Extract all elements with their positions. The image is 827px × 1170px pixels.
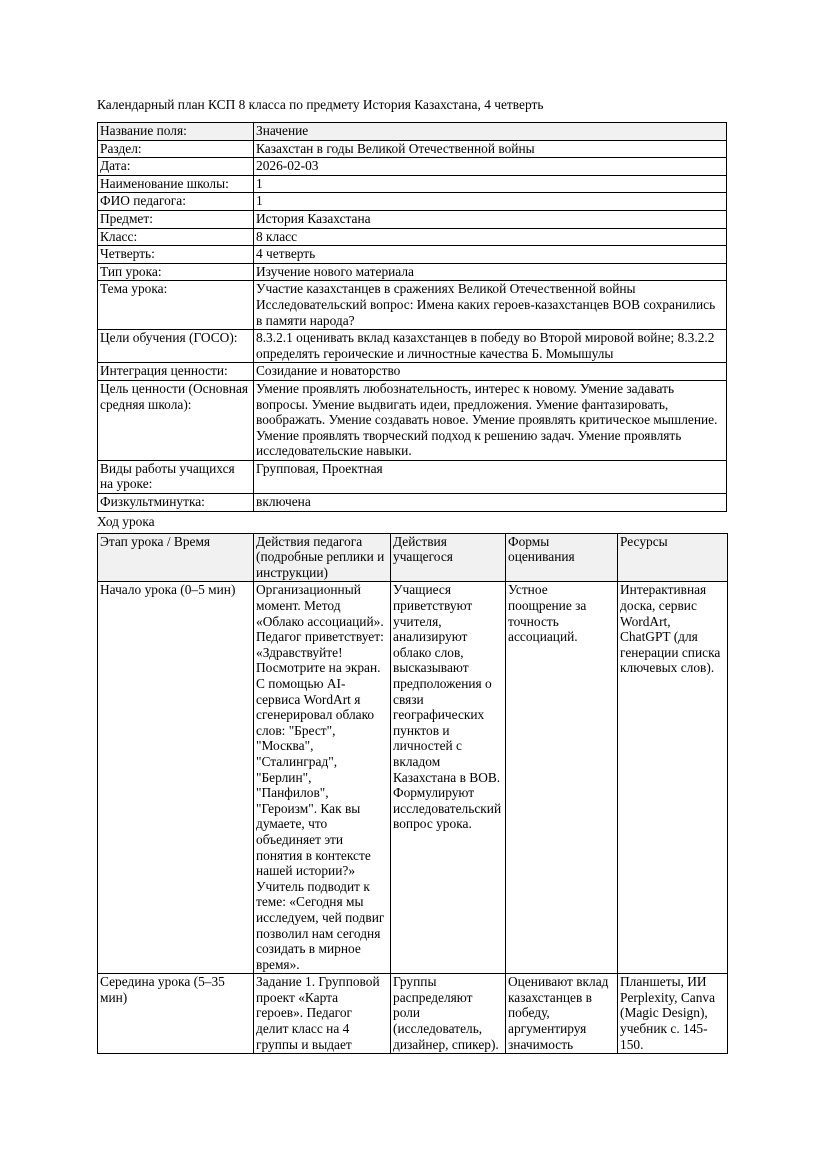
student-actions-cell: Группы распределяют роли (исследователь, дизайнер, спикер). [391,974,506,1054]
flow-table-header-row [98,533,728,582]
info-row-phys-minute [98,494,727,512]
info-row-value-goal [98,380,727,460]
field-label: Наименование школы: [98,175,254,193]
info-row-lesson-topic [98,281,727,330]
field-label: Виды работы учащихся на уроке: [98,460,254,493]
info-row-teacher-name [98,193,727,211]
field-label: Цель ценности (Основная средняя школа): [98,380,254,460]
lesson-info-table [97,122,727,512]
field-value: 8 класс [254,228,727,246]
info-header-label: Название поля: [98,123,254,141]
field-label: Четверть: [98,246,254,264]
info-row-date [98,158,727,176]
field-label: Предмет: [98,210,254,228]
info-row-lesson-type [98,263,727,281]
info-row-work-types [98,460,727,493]
column-header-assessment: Формы оценивания [506,533,618,582]
field-value: 1 [254,175,727,193]
field-label: Тема урока: [98,281,254,330]
column-header-student-actions: Действия учащегося [391,533,506,582]
field-value: 2026-02-03 [254,158,727,176]
field-label: Интеграция ценности: [98,363,254,381]
stage-cell: Начало урока (0–5 мин) [98,582,254,974]
flow-row-lesson-start [98,582,728,974]
assessment-cell: Устное поощрение за точность ассоциаций. [506,582,618,974]
field-label: Цели обучения (ГОСО): [98,330,254,363]
field-value: Изучение нового материала [254,263,727,281]
info-row-values-integration [98,363,727,381]
field-value: Групповая, Проектная [254,460,727,493]
field-label: Раздел: [98,140,254,158]
field-value: 4 четверть [254,246,727,264]
student-actions-cell: Учащиеся приветствуют учителя, анализируют облако слов, высказывают предположения о связи географических пунктов и личностей с вкладом Казахстана в ВОВ. Формулируют исследовательский вопрос урока. [391,582,506,974]
field-label: Тип урока: [98,263,254,281]
field-label: Физкультминутка: [98,494,254,512]
field-value: Созидание и новаторство [254,363,727,381]
info-row-subject [98,210,727,228]
resources-cell: Планшеты, ИИ Perplexity, Canva (Magic Design), учебник с. 145-150. [618,974,728,1054]
field-value: включена [254,494,727,512]
info-table-header-row [98,123,727,141]
column-header-stage: Этап урока / Время [98,533,254,582]
field-value: Умение проявлять любознательность, интерес к новому. Умение задавать вопросы. Умение выдвигать идеи, предложения. Умение фантазировать, воображать. Умение создавать новое. Умение проявлять критическое мышление. Умение проявлять творческий подход к решению задач. Умение проявлять исследовательские навыки. [254,380,727,460]
field-value: История Казахстана [254,210,727,228]
field-value: Участие казахстанцев в сражениях Великой Отечественной войны Исследовательский вопрос: Имена каких героев-казахстанцев ВОВ сохранились в памяти народа? [254,281,727,330]
stage-cell: Середина урока (5–35 мин) [98,974,254,1054]
info-header-value: Значение [254,123,727,141]
teacher-actions-cell: Задание 1. Групповой проект «Карта героев». Педагог делит класс на 4 группы и выдает [254,974,391,1054]
assessment-cell: Оценивают вклад казахстанцев в победу, аргументируя значимость [506,974,618,1054]
field-label: Дата: [98,158,254,176]
field-label: Класс: [98,228,254,246]
field-value: 1 [254,193,727,211]
lesson-flow-table [97,533,728,1055]
field-label: ФИО педагога: [98,193,254,211]
field-value: Казахстан в годы Великой Отечественной войны [254,140,727,158]
resources-cell: Интерактивная доска, сервис WordArt, ChatGPT (для генерации списка ключевых слов). [618,582,728,974]
field-value: 8.3.2.1 оценивать вклад казахстанцев в победу во Второй мировой войне; 8.3.2.2 определять героические и личностные качества Б. Момышулы [254,330,727,363]
info-row-goals [98,330,727,363]
info-row-school [98,175,727,193]
info-row-class [98,228,727,246]
section-title-course-of-lesson: Ход урока [97,513,155,529]
document-title: Календарный план КСП 8 класса по предмету История Казахстана, 4 четверть [97,97,544,112]
info-row-razdel [98,140,727,158]
page-content [97,97,727,1054]
column-header-teacher-actions: Действия педагога (подробные реплики и инструкции) [254,533,391,582]
info-row-quarter [98,246,727,264]
flow-row-lesson-middle [98,974,728,1054]
column-header-resources: Ресурсы [618,533,728,582]
teacher-actions-cell: Организационный момент. Метод «Облако ассоциаций». Педагог приветствует: «Здравствуйте! Посмотрите на экран. С помощью AI-сервиса WordArt я сгенерировал облако слов: "Брест", "Москва", "Сталинград", "Берлин", "Панфилов", "Героизм". Как вы думаете, что объединяет эти понятия в контексте нашей истории?» Учитель подводит к теме: «Сегодня мы исследуем, чей подвиг позволил нам сегодня созидать в мирное время». [254,582,391,974]
